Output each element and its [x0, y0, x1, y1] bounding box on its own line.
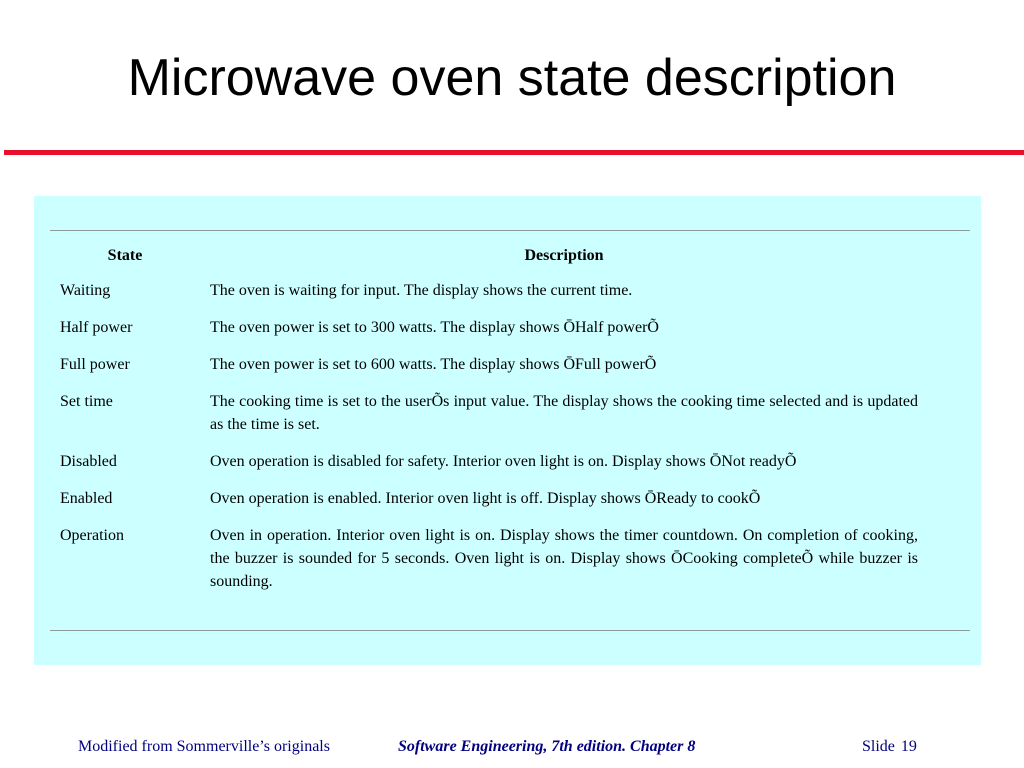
footer-book-title: Software Engineering, 7th edition. Chapter 8 [398, 738, 696, 755]
table-row [60, 279, 920, 302]
table-row [60, 524, 920, 593]
description-cell: The oven is waiting for input. The display shows the current time. [210, 282, 633, 299]
table-body [60, 279, 920, 593]
table-row [60, 316, 920, 339]
table-header-row [60, 244, 920, 267]
description-cell: Oven operation is disabled for safety. Interior oven light is on. Display shows ŌNot readyÕ [210, 453, 797, 470]
table-top-rule [50, 230, 970, 231]
state-table [60, 244, 920, 607]
header-description: Description [524, 247, 604, 264]
state-table-panel [34, 196, 981, 665]
description-cell: The oven power is set to 600 watts. The display shows ŌFull powerÕ [210, 356, 657, 373]
table-row [60, 353, 920, 376]
state-cell: Waiting [60, 282, 111, 299]
state-cell: Operation [60, 527, 124, 544]
state-cell: Enabled [60, 490, 113, 507]
slide-label: Slide [862, 738, 895, 755]
description-cell: Oven operation is enabled. Interior oven light is off. Display shows ŌReady to cookÕ [210, 490, 761, 507]
footer-credit: Modified from Sommerville’s originals [78, 738, 330, 755]
footer-slide-number [862, 738, 917, 756]
state-cell: Disabled [60, 453, 117, 470]
table-row [60, 450, 920, 473]
state-cell: Set time [60, 393, 113, 410]
table-row [60, 487, 920, 510]
header-state: State [107, 247, 143, 264]
slide-number: 19 [900, 738, 917, 755]
description-cell: The cooking time is set to the userÕs input value. The display shows the cooking time selected and is updated as the time is set. [210, 393, 918, 433]
state-cell: Full power [60, 356, 130, 373]
slide-title: Microwave oven state description [127, 49, 897, 107]
description-cell: Oven in operation. Interior oven light is on. Display shows the timer countdown. On completion of cooking, the buzzer is sounded for 5 seconds. Oven light is on. Display shows ŌCooking completeÕ while buzzer is sounding. [210, 527, 918, 590]
table-bottom-rule [50, 630, 970, 631]
table-row [60, 390, 920, 436]
title-underline [4, 150, 1024, 155]
description-cell: The oven power is set to 300 watts. The display shows ŌHalf powerÕ [210, 319, 659, 336]
state-cell: Half power [60, 319, 133, 336]
